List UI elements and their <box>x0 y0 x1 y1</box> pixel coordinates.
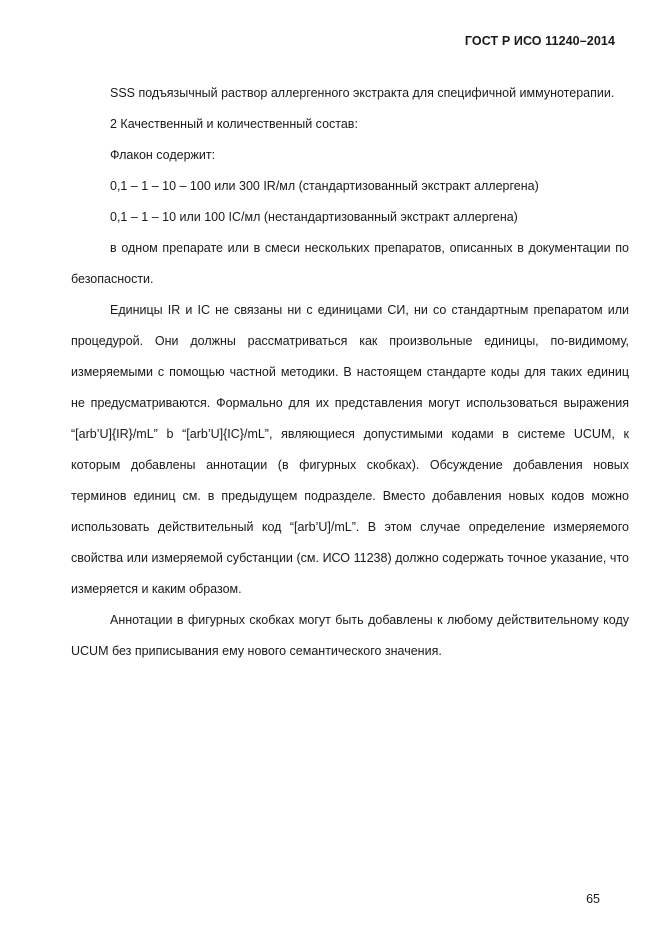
paragraph-standardized-extract: 0,1 – 1 – 10 – 100 или 300 IR/мл (стандартизованный экстракт аллергена) <box>110 179 539 193</box>
document-header: ГОСТ Р ИСО 11240–2014 <box>464 34 615 48</box>
paragraph-single-or-mixture: в одном препарате или в смеси нескольких препаратов, описанных в документации по безопасности. <box>71 241 629 286</box>
paragraph-annotations: Аннотации в фигурных скобках могут быть добавлены к любому действительному коду UCUM без приписывания ему нового семантического значения. <box>71 613 629 658</box>
paragraph-sss-description: SSS подъязычный раствор аллергенного экстракта для специфичной иммунотерапии. <box>110 86 615 100</box>
page-number: 65 <box>586 892 600 906</box>
paragraph-nonstandardized-extract: 0,1 – 1 – 10 или 100 IC/мл (нестандартизованный экстракт аллергена) <box>110 210 518 224</box>
paragraph-units-ir-ic: Единицы IR и IC не связаны ни с единицами СИ, ни со стандартным препаратом или процедурой. Они должны рассматриваться как произвольные единицы, по-видимому, измеряемыми с помощью частной методики. В настоящем стандарте коды для таких единиц не предусматриваются. Формально для их представления могут использоваться выражения “[arb’U]{IR}/mL” b “[arb’U]{IC}/mL”, являющиеся допустимыми кодами в системе UCUM, к которым добавлены аннотации (в фигурных скобках). Обсуждение добавления новых терминов единиц см. в предыдущем подразделе. Вместо добавления новых кодов можно использовать действительный код “[arb’U]/mL”. В этом случае определение измеряемого свойства или измеряемой субстанции (см. ИСО 11238) должно содержать точное указание, что измеряется и каким образом. <box>71 303 629 596</box>
paragraph-section-2-heading: 2 Качественный и количественный состав: <box>110 117 358 131</box>
document-body <box>71 78 629 667</box>
paragraph-vial-contains: Флакон содержит: <box>110 148 216 162</box>
